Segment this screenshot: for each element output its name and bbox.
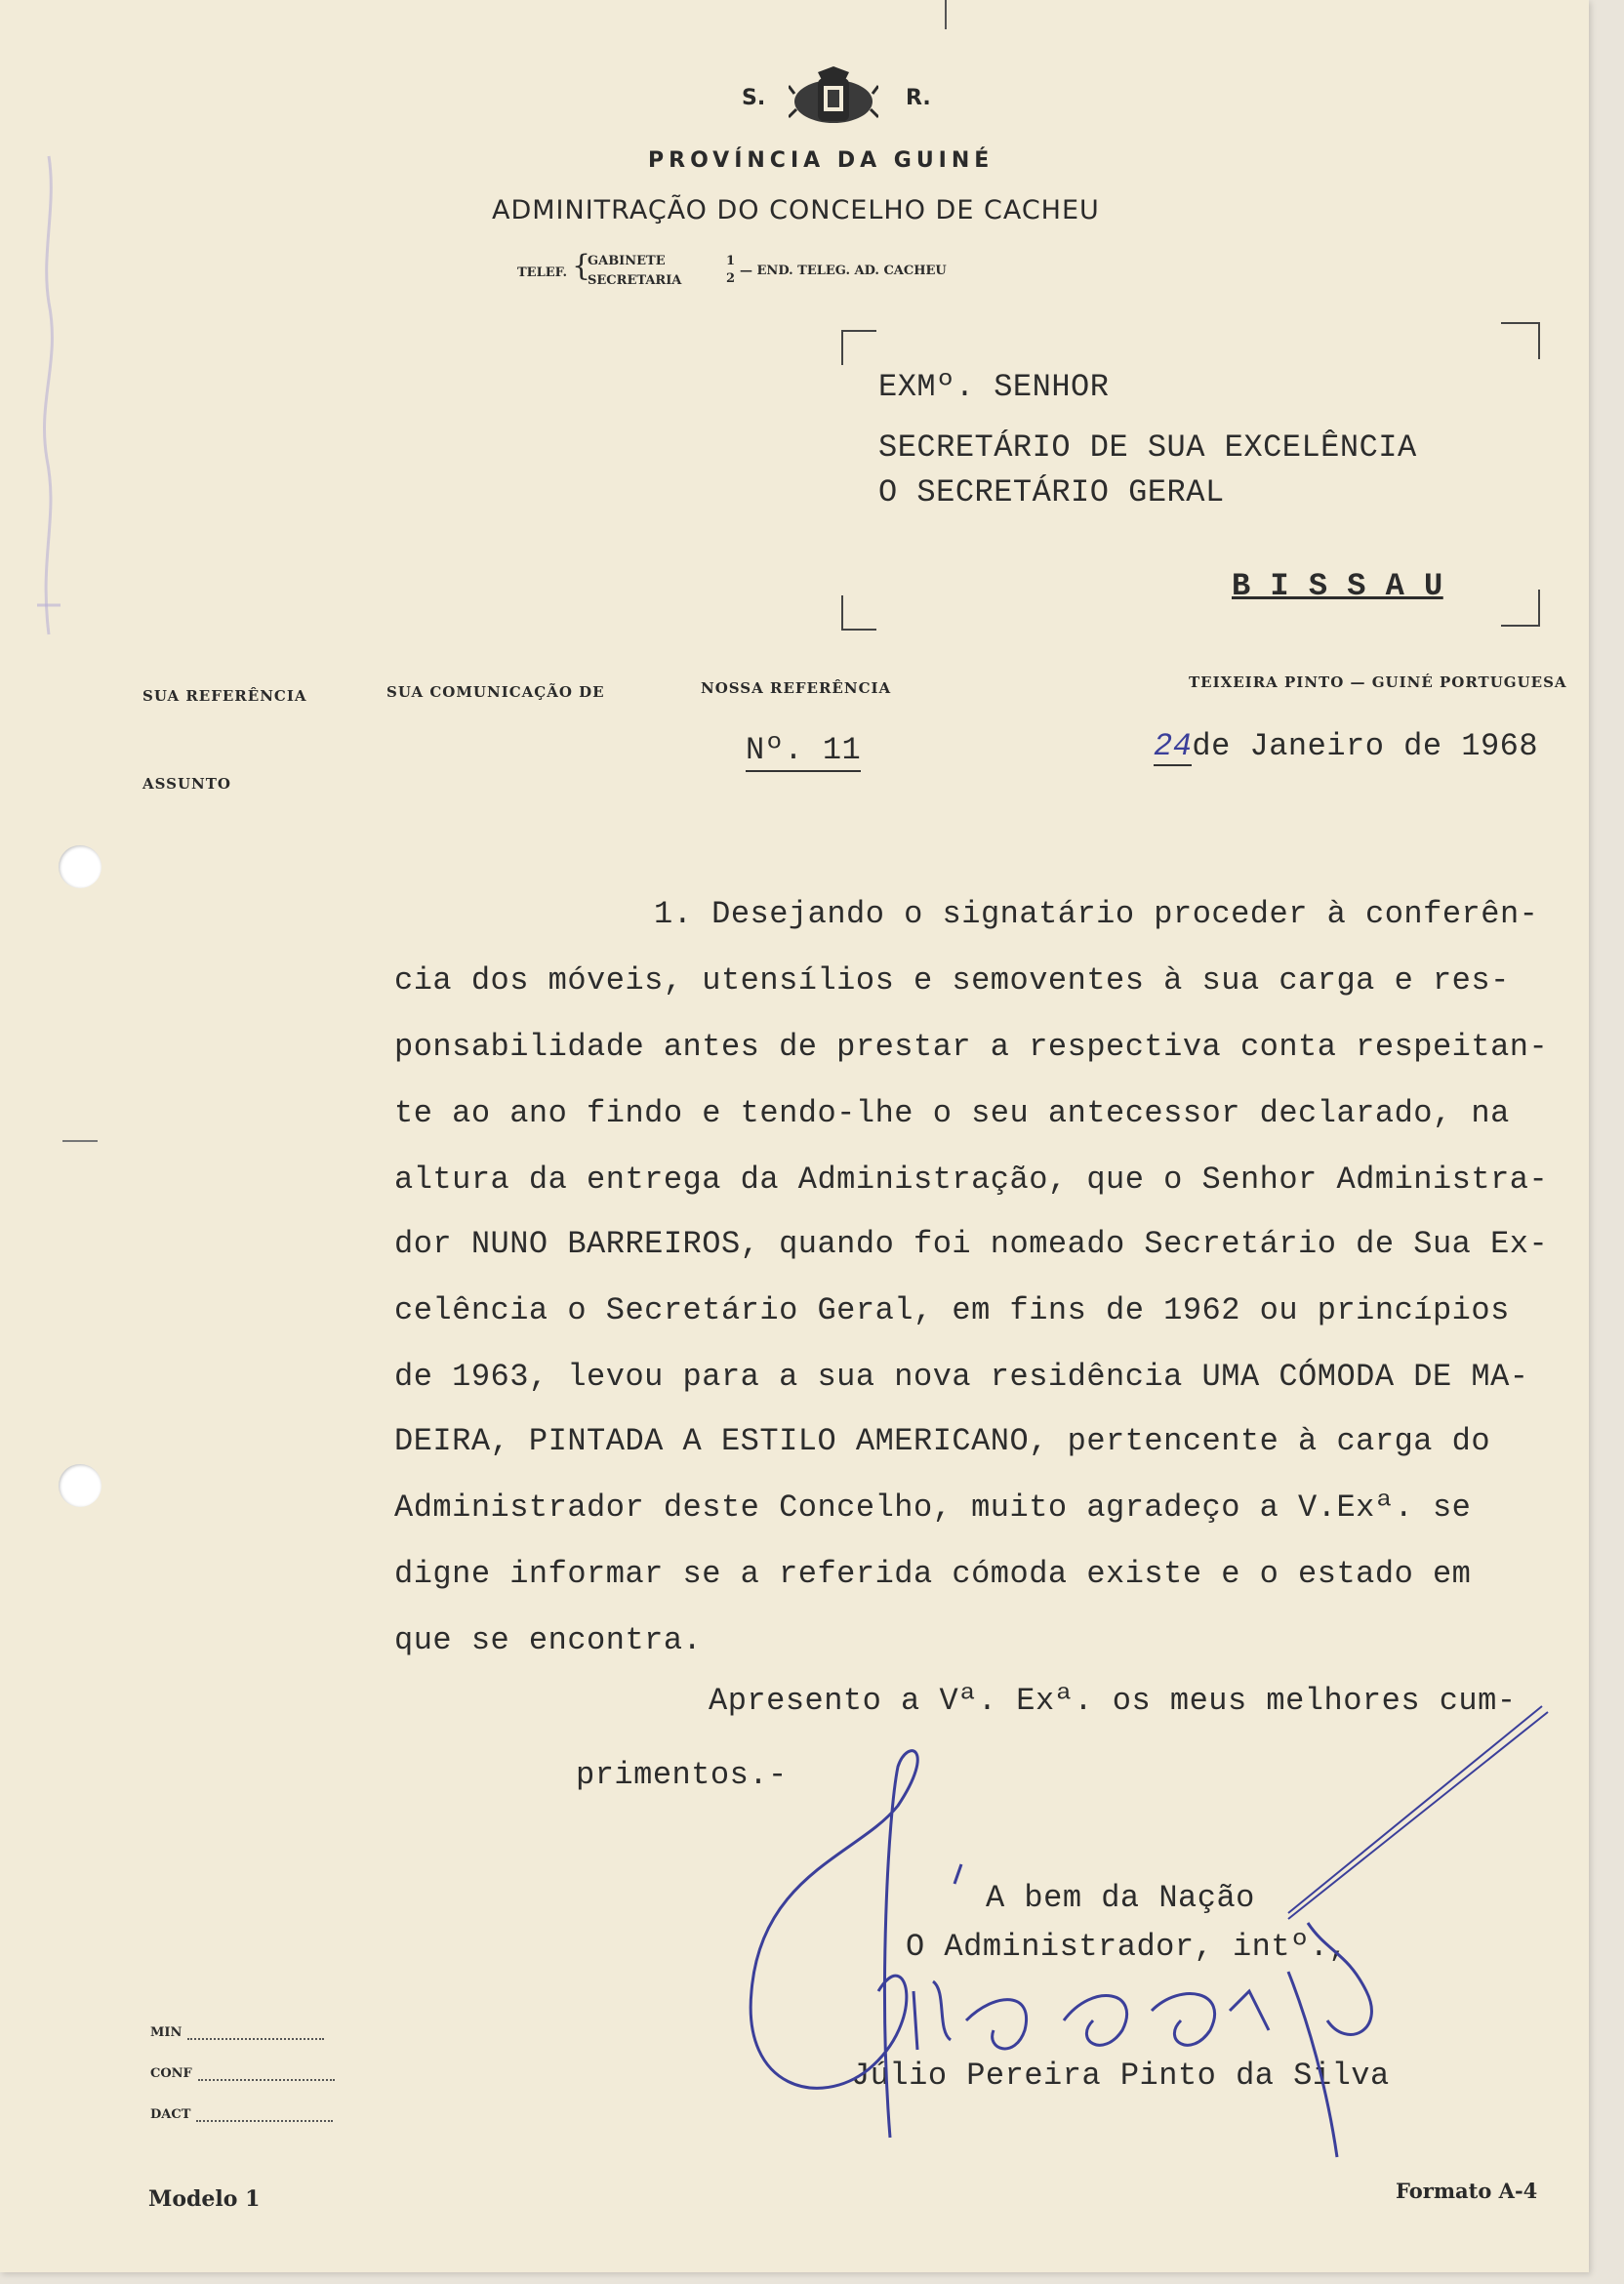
recipient-line1: EXMº. SENHOR <box>878 369 1110 405</box>
body-line-11: digne informar se a referida cómoda existe e o estado em <box>394 1556 1472 1592</box>
closing-line-1: Apresento a Vª. Exª. os meus melhores cum- <box>709 1683 1517 1719</box>
body-line-2: cia dos móveis, utensílios e semoventes à sua carga e res- <box>394 962 1510 999</box>
nossa-referencia-label: NOSSA REFERÊNCIA <box>701 679 892 697</box>
dact-label: DACT <box>150 2107 191 2122</box>
signature-line2: O Administrador, intº., <box>906 1929 1349 1965</box>
body-line-10: Administrador deste Concelho, muito agradeço a V.Exª. se <box>394 1489 1472 1526</box>
sua-referencia-label: SUA REFERÊNCIA <box>142 687 307 705</box>
body-line-1: 1. Desejando o signatário proceder à conferên- <box>654 896 1539 932</box>
s-letter: S. <box>742 86 766 110</box>
margin-tick-2 <box>945 0 947 29</box>
body-line-5: altura da entrega da Administração, que o Senhor Administra- <box>394 1162 1549 1198</box>
r-letter: R. <box>906 86 931 110</box>
signatory-name: Júlio Pereira Pinto da Silva <box>851 2058 1390 2094</box>
min-field <box>150 2024 324 2040</box>
telef-label: TELEF. <box>517 265 568 280</box>
telef-gabinete: GABINETE <box>588 254 666 268</box>
corner-top-left <box>841 330 876 365</box>
assunto-label: ASSUNTO <box>142 775 231 793</box>
formato-label: Formato A-4 <box>1396 2179 1538 2203</box>
signature-line1: A bem da Nação <box>986 1880 1255 1916</box>
date-day: 24 <box>1154 728 1193 764</box>
body-line-9: DEIRA, PINTADA A ESTILO AMERICANO, pertencente à carga do <box>394 1423 1491 1459</box>
body-line-3: ponsabilidade antes de prestar a respectiva conta respeitan- <box>394 1029 1549 1065</box>
body-line-7: celência o Secretário Geral, em fins de 1962 ou princípios <box>394 1292 1510 1328</box>
letter-date <box>1154 728 1538 764</box>
brace-icon: { <box>572 249 591 283</box>
coat-of-arms-icon <box>789 64 878 137</box>
reference-number <box>746 732 861 768</box>
telef-num2: 2 <box>726 271 736 286</box>
sua-comunicacao-label: SUA COMUNICAÇÃO DE <box>386 683 605 701</box>
reference-number-text: Nº. 11 <box>746 732 861 772</box>
punch-hole-bottom <box>59 1464 102 1507</box>
body-line-6: dor NUNO BARREIROS, quando foi nomeado Secretário de Sua Ex- <box>394 1226 1549 1262</box>
administration-title: ADMINITRAÇÃO DO CONCELHO DE CACHEU <box>492 195 1100 225</box>
punch-hole-top <box>59 845 102 888</box>
corner-bottom-left <box>841 595 876 631</box>
modelo-label: Modelo 1 <box>148 2186 261 2212</box>
closing-line-2: primentos.- <box>576 1757 788 1793</box>
corner-top-right <box>1501 322 1540 359</box>
handwritten-signature <box>742 1698 1562 2167</box>
place-label: TEIXEIRA PINTO — GUINÉ PORTUGUESA <box>1189 673 1567 691</box>
min-label: MIN <box>150 2025 183 2040</box>
min-dotline <box>187 2024 324 2040</box>
recipient-city: B I S S A U <box>1232 568 1443 604</box>
body-line-4: te ao ano findo e tendo-lhe o seu antecessor declarado, na <box>394 1095 1510 1131</box>
dact-dotline <box>196 2106 333 2122</box>
body-line-12: que se encontra. <box>394 1622 703 1658</box>
dact-field <box>150 2106 333 2122</box>
recipient-line3: O SECRETÁRIO GERAL <box>878 474 1225 510</box>
telef-secretaria: SECRETARIA <box>588 273 682 288</box>
date-rest: de Janeiro de 1968 <box>1192 728 1539 764</box>
province-title: PROVÍNCIA DA GUINÉ <box>648 148 995 173</box>
conf-field <box>150 2065 335 2081</box>
telef-num1: 1 <box>726 254 736 268</box>
handwritten-margin-note <box>20 146 78 654</box>
conf-dotline <box>198 2065 335 2081</box>
conf-label: CONF <box>150 2066 192 2081</box>
corner-bottom-right <box>1501 590 1540 627</box>
body-line-8: de 1963, levou para a sua nova residência UMA CÓMODA DE MA- <box>394 1359 1529 1395</box>
margin-tick-1 <box>62 1140 98 1142</box>
telegraph-address: — END. TELEG. AD. CACHEU <box>740 264 947 278</box>
recipient-line2: SECRETÁRIO DE SUA EXCELÊNCIA <box>878 429 1417 466</box>
